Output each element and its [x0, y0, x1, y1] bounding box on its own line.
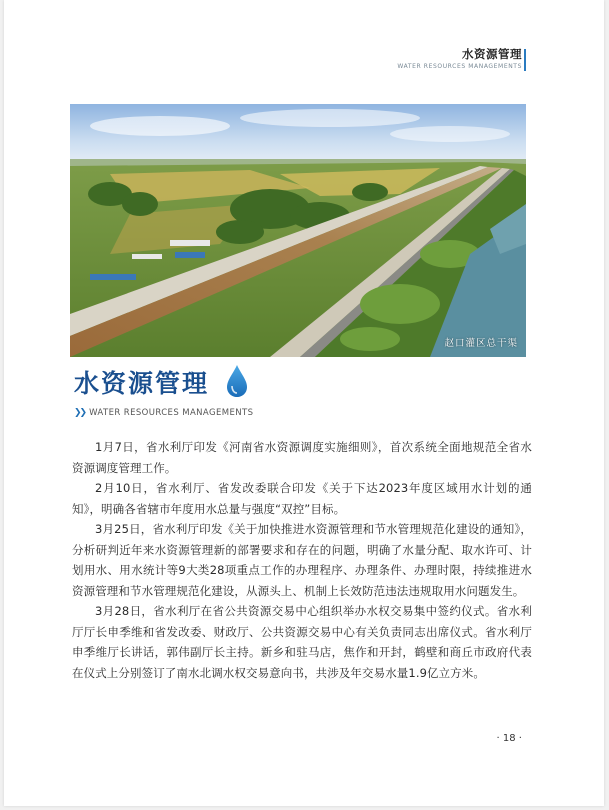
canal-aerial-illustration	[70, 104, 526, 357]
section-subtitle-text: WATER RESOURCES MANAGEMENTS	[89, 408, 254, 418]
paragraph-1: 1月7日，省水利厅印发《河南省水资源调度实施细则》，首次系统全面地规范全省水资源调度管理工作。	[72, 440, 532, 475]
page-number: · 18 ·	[496, 733, 522, 744]
canal-photo	[70, 104, 526, 357]
paragraph-2: 2月10日，省水利厅、省发改委联合印发《关于下达2023年度区域用水计划的通知》，明确各省辖市年度用水总量与强度“双控”目标。	[72, 481, 532, 516]
photo-caption: 赵口灌区总干渠	[444, 338, 518, 349]
running-header-title: 水资源管理	[462, 47, 522, 61]
page	[4, 0, 604, 806]
header-accent-bar	[524, 49, 526, 71]
double-chevron-icon: ❯❯	[74, 408, 86, 418]
water-drop-icon	[226, 364, 248, 398]
paragraph-4: 3月28日，省水利厅在省公共资源交易中心组织举办水权交易集中签约仪式。省水利厅厅长申季维和省发改委、财政厅、公共资源交易中心有关负责同志出席仪式。省水利厅申季维厅长讲话，郭伟副厅长主持。新乡和驻马店，焦作和开封，鹤壁和商丘市政府代表在仪式上分别签订了南水北调水权交易意向书，共涉及年交易水量1.9亿立方米。	[72, 604, 532, 680]
section-title: 水资源管理	[74, 369, 210, 398]
running-header	[397, 48, 522, 70]
article-body	[72, 437, 532, 683]
paragraph-3: 3月25日，省水利厅印发《关于加快推进水资源管理和节水管理规范化建设的通知》，分析研判近年来水资源管理新的部署要求和存在的问题，明确了水量分配、取水许可、计划用水、用水统计等9大类28项重点工作的办理程序、办理条件、办理时限，持续推进水资源管理和节水管理规范化建设，从源头上、机制上长效防范违法违规取用水问题发生。	[72, 522, 532, 598]
running-header-subtitle: WATER RESOURCES MANAGEMENTS	[397, 63, 522, 70]
section-subtitle	[74, 408, 253, 418]
